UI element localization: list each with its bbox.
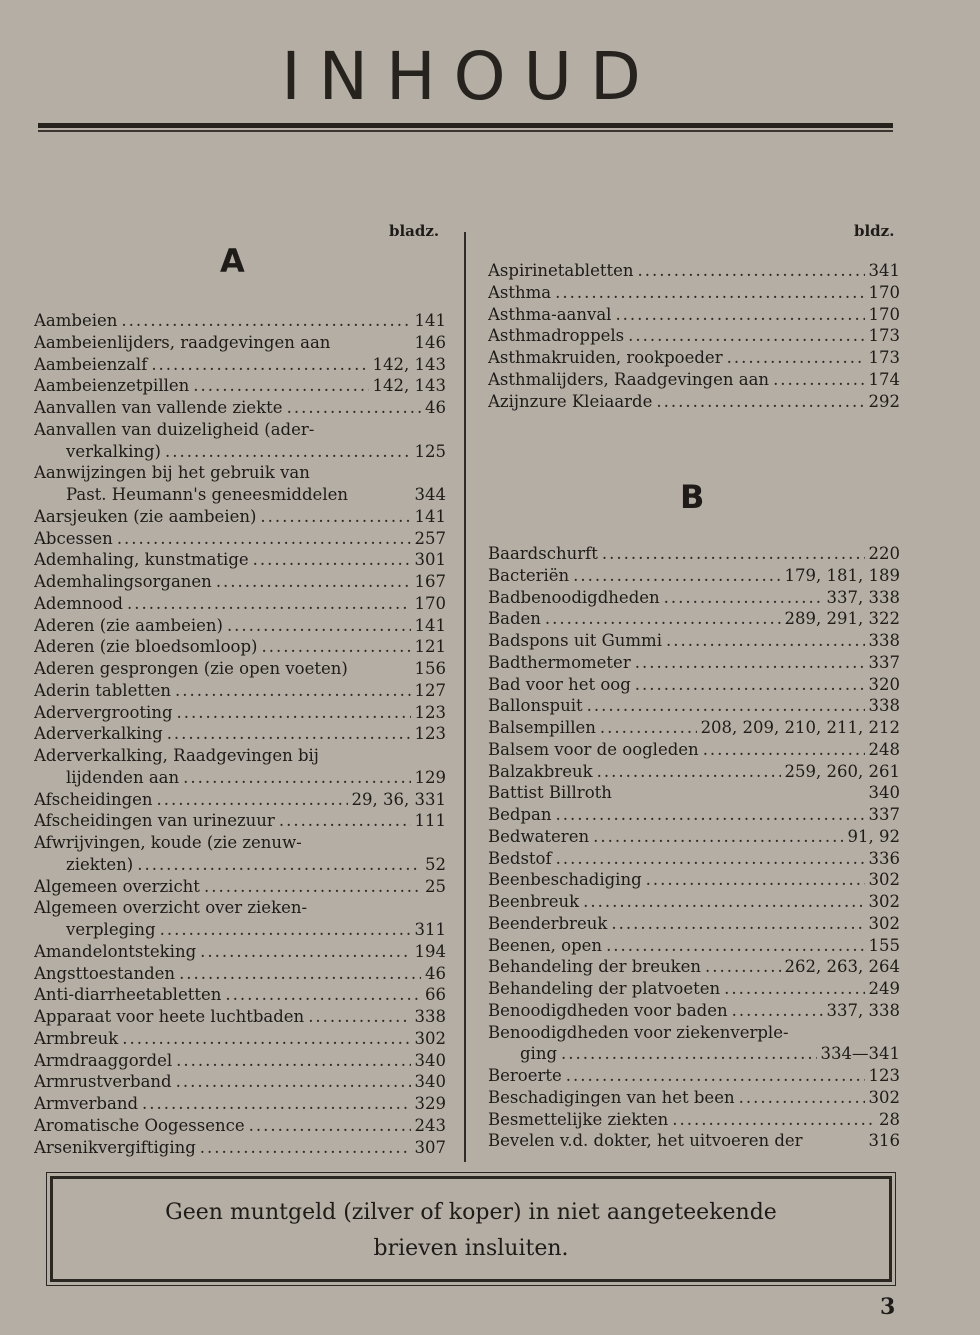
entry-term: Bedwateren: [488, 826, 590, 846]
entry-pages: 173: [868, 326, 900, 346]
dot-leader: [724, 978, 864, 1000]
section-letter-a: A: [220, 242, 245, 280]
entry-pages: 170: [414, 593, 446, 613]
entry-pages: 46: [425, 963, 446, 983]
index-entry: [488, 978, 900, 1000]
index-entry: [488, 695, 900, 717]
entry-pages: 179, 181, 189: [784, 565, 900, 585]
entry-pages: 344: [414, 485, 446, 504]
entry-term: Asthmalijders, Raadgevingen aan: [488, 369, 770, 389]
entry-term: Aanvallen van duizeligheid (ader-: [34, 419, 315, 439]
entry-pages: 338: [414, 1007, 446, 1026]
dot-leader: [287, 397, 421, 419]
index-entry: [488, 956, 900, 978]
entry-pages: 248: [868, 739, 900, 759]
dot-leader: [137, 854, 421, 876]
entry-term: Algemeen overzicht over zieken-: [34, 898, 308, 918]
entry-pages: 52: [425, 854, 446, 874]
entry-pages: 320: [868, 674, 900, 694]
index-entry: [34, 615, 446, 637]
dot-leader: [151, 354, 368, 376]
entry-pages: 25: [425, 876, 446, 896]
index-entry: [488, 391, 900, 413]
dot-leader: [672, 1109, 875, 1131]
entry-pages: 289, 291, 322: [784, 609, 900, 629]
page-number: 3: [880, 1294, 896, 1320]
dot-leader: [260, 506, 410, 528]
entry-term: Armrustverband: [34, 1072, 172, 1092]
index-entry: [488, 1022, 900, 1044]
entry-term: Ballonspuit: [488, 696, 583, 716]
dot-leader: [167, 723, 411, 745]
entry-term: ging: [520, 1044, 558, 1064]
entry-pages: 28: [879, 1109, 900, 1129]
dot-leader: [561, 1043, 816, 1065]
entry-pages: 302: [868, 913, 900, 933]
index-entry: [488, 782, 900, 804]
dot-leader: [142, 1093, 410, 1115]
entry-term: Afscheidingen: [34, 789, 153, 809]
entry-pages: 337: [868, 805, 900, 824]
index-list-a: [34, 310, 446, 1158]
entry-term: Aambeien: [34, 311, 118, 330]
index-entry: [488, 608, 900, 630]
entry-term: Past. Heumann's geneesmiddelen: [66, 485, 348, 504]
index-entry: [34, 767, 446, 789]
index-entry: [34, 484, 446, 506]
entry-term: Aderen (zie bloedsomloop): [34, 637, 258, 657]
entry-pages: 262, 263, 264: [784, 957, 900, 977]
entry-pages: 338: [868, 696, 900, 716]
entry-term: lijdenden aan: [66, 767, 180, 787]
index-entry: [34, 1115, 446, 1137]
dot-leader: [739, 1087, 865, 1109]
entry-term: Balsempillen: [488, 718, 596, 737]
entry-term: Asthmakruiden, rookpoeder: [488, 348, 723, 367]
dot-leader: [261, 636, 410, 658]
index-entry: [34, 1093, 446, 1115]
dot-leader: [606, 935, 864, 957]
entry-term: Aambeienzalf: [34, 354, 148, 374]
index-entry: [34, 636, 446, 658]
entry-pages: 111: [414, 811, 446, 831]
index-entry: [34, 375, 446, 397]
index-entry: [34, 963, 446, 985]
entry-term: Baden: [488, 609, 541, 629]
dot-leader: [175, 680, 410, 702]
entry-term: Armdraaggordel: [34, 1050, 173, 1070]
index-list-a-continued: [488, 260, 900, 412]
index-entry: [34, 876, 446, 898]
entry-term: Angsttoestanden: [34, 963, 176, 983]
dot-leader: [200, 941, 410, 963]
dot-leader: [122, 1028, 410, 1050]
dot-leader: [705, 956, 781, 978]
index-entry: [488, 891, 900, 913]
dot-leader: [556, 848, 865, 870]
dot-leader: [127, 593, 411, 615]
entry-term: Bad voor het oog: [488, 674, 631, 694]
dot-leader: [646, 869, 865, 891]
index-entry: [34, 397, 446, 419]
dot-leader: [157, 789, 348, 811]
entry-term: Aderverkalking, Raadgevingen bij: [34, 746, 319, 765]
index-entry: [34, 723, 446, 745]
index-entry: [34, 310, 446, 332]
dot-leader: [732, 1000, 823, 1022]
index-entry: [488, 913, 900, 935]
index-entry: [34, 702, 446, 724]
entry-term: Badspons uit Gummi: [488, 631, 662, 650]
index-entry: [34, 789, 446, 811]
index-entry: [488, 1043, 900, 1065]
dot-leader: [204, 876, 421, 898]
index-entry: [34, 354, 446, 376]
index-entry: [488, 1000, 900, 1022]
dot-leader: [566, 1065, 865, 1087]
index-entry: [488, 282, 900, 304]
index-entry: [488, 565, 900, 587]
entry-pages: 66: [425, 985, 446, 1005]
entry-term: Amandelontsteking: [34, 941, 197, 961]
entry-pages: 170: [868, 304, 900, 324]
entry-term: Asthma-aanval: [488, 304, 612, 324]
index-entry: [488, 848, 900, 870]
entry-term: Aspirinetabletten: [488, 261, 634, 280]
entry-pages: 155: [868, 935, 900, 955]
entry-term: Armverband: [34, 1094, 139, 1113]
entry-pages: 334—341: [820, 1044, 900, 1064]
entry-pages: 46: [425, 398, 446, 417]
dot-leader: [179, 963, 421, 985]
index-entry: [488, 630, 900, 652]
entry-term: Bedstof: [488, 848, 552, 868]
index-entry: [488, 935, 900, 957]
index-entry: [34, 441, 446, 463]
dot-leader: [583, 891, 864, 913]
entry-pages: 341: [868, 261, 900, 280]
dot-leader: [638, 260, 865, 282]
dot-leader: [703, 739, 865, 761]
entry-term: Baardschurft: [488, 544, 598, 563]
entry-term: Behandeling der breuken: [488, 957, 701, 977]
entry-pages: 121: [414, 637, 446, 657]
index-entry: [488, 1130, 900, 1152]
entry-pages: 174: [868, 369, 900, 389]
entry-term: Asthmadroppels: [488, 326, 625, 346]
entry-term: Aambeienlijders, raadgevingen aan: [34, 332, 331, 352]
index-entry: [488, 717, 900, 739]
dot-leader: [628, 325, 864, 347]
entry-pages: 29, 36, 331: [351, 789, 446, 809]
entry-term: Benoodigdheden voor ziekenverple-: [488, 1022, 789, 1042]
index-entry: [488, 869, 900, 891]
dot-leader: [597, 761, 781, 783]
dot-leader: [193, 375, 368, 397]
dot-leader: [308, 1006, 410, 1028]
entry-term: Beenbeschadiging: [488, 870, 642, 890]
entry-term: Aderen gesprongen (zie open voeten): [34, 659, 348, 678]
entry-term: Abcessen: [34, 528, 113, 548]
dot-leader: [176, 1050, 410, 1072]
dot-leader: [253, 549, 411, 571]
entry-pages: 141: [414, 615, 446, 635]
entry-term: Aambeienzetpillen: [34, 376, 190, 396]
entry-pages: 249: [868, 979, 900, 998]
index-entry: [34, 1006, 446, 1028]
entry-pages: 156: [414, 659, 446, 678]
entry-term: Beenen, open: [488, 935, 603, 955]
index-entry: [488, 739, 900, 761]
index-entry: [34, 919, 446, 941]
entry-term: Beenderbreuk: [488, 913, 608, 933]
title-rule-thick: [38, 123, 893, 128]
index-entry: [488, 652, 900, 674]
dot-leader: [176, 1071, 411, 1093]
dot-leader: [183, 767, 410, 789]
index-entry: [34, 1050, 446, 1072]
index-entry: [34, 832, 446, 854]
dot-leader: [555, 282, 864, 304]
entry-pages: 146: [414, 332, 446, 352]
entry-pages: 340: [414, 1072, 446, 1092]
page-title: INHOUD: [281, 38, 659, 115]
entry-pages: 173: [868, 348, 900, 367]
entry-pages: 316: [868, 1131, 900, 1151]
entry-term: Benoodigdheden voor baden: [488, 1000, 728, 1020]
entry-pages: 194: [414, 941, 446, 961]
dot-leader: [121, 310, 410, 332]
dot-leader: [177, 702, 411, 724]
entry-term: Beschadigingen van het been: [488, 1087, 735, 1107]
index-entry: [488, 804, 900, 826]
entry-pages: 170: [868, 282, 900, 302]
index-entry: [34, 854, 446, 876]
dot-leader: [615, 304, 864, 326]
entry-term: Balzakbreuk: [488, 761, 593, 781]
entry-term: Apparaat voor heete luchtbaden: [34, 1007, 305, 1026]
index-entry: [488, 260, 900, 282]
index-entry: [488, 1109, 900, 1131]
entry-term: Badbenoodigdheden: [488, 587, 660, 607]
entry-pages: 243: [414, 1115, 446, 1135]
entry-pages: 292: [868, 391, 900, 411]
entry-pages: 329: [414, 1094, 446, 1113]
entry-pages: 336: [868, 848, 900, 868]
index-entry: [34, 1028, 446, 1050]
index-entry: [34, 897, 446, 919]
notice-line-2: brieven insluiten.: [373, 1236, 569, 1261]
dot-leader: [656, 391, 864, 413]
column-divider: [464, 232, 466, 1162]
index-entry: [488, 369, 900, 391]
index-entry: [34, 506, 446, 528]
dot-leader: [279, 810, 411, 832]
dot-leader: [227, 615, 411, 637]
entry-term: Aderin tabletten: [34, 680, 172, 700]
entry-pages: 123: [414, 702, 446, 722]
dot-leader: [773, 369, 864, 391]
entry-pages: 220: [868, 544, 900, 563]
entry-term: Adervergrooting: [34, 702, 173, 722]
entry-pages: 340: [414, 1050, 446, 1070]
entry-pages: 127: [414, 680, 446, 700]
entry-term: Anti-diarrheetabletten: [34, 985, 222, 1005]
entry-term: Azijnzure Kleiaarde: [488, 391, 653, 411]
entry-term: Battist Billroth: [488, 783, 612, 803]
entry-pages: 337, 338: [826, 587, 900, 607]
entry-pages: 302: [414, 1028, 446, 1048]
entry-term: Afscheidingen van urinezuur: [34, 811, 275, 831]
index-entry: [488, 1065, 900, 1087]
entry-term: Bacteriën: [488, 565, 570, 585]
index-entry: [34, 941, 446, 963]
index-entry: [488, 1087, 900, 1109]
entry-pages: 125: [414, 441, 446, 461]
entry-pages: 167: [414, 572, 446, 591]
index-entry: [34, 745, 446, 767]
index-entry: [488, 761, 900, 783]
dot-leader: [635, 674, 865, 696]
entry-term: Aanvallen van vallende ziekte: [34, 398, 283, 417]
index-entry: [488, 347, 900, 369]
dot-leader: [117, 528, 411, 550]
entry-pages: 302: [868, 892, 900, 911]
dot-leader: [611, 913, 864, 935]
entry-term: Balsem voor de oogleden: [488, 739, 699, 759]
index-entry: [488, 325, 900, 347]
index-entry: [488, 304, 900, 326]
entry-pages: 311: [414, 920, 446, 939]
entry-term: Asthma: [488, 282, 552, 302]
entry-term: Armbreuk: [34, 1028, 119, 1048]
dot-leader: [545, 608, 781, 630]
entry-term: Ademhalingsorganen: [34, 572, 212, 591]
entry-pages: 123: [868, 1066, 900, 1085]
entry-term: Behandeling der platvoeten: [488, 979, 721, 998]
entry-term: Aderverkalking: [34, 724, 163, 744]
index-entry: [34, 810, 446, 832]
entry-pages: 142, 143: [372, 376, 446, 396]
entry-pages: 91, 92: [847, 826, 900, 846]
index-entry: [34, 680, 446, 702]
entry-term: verpleging: [66, 920, 156, 939]
entry-pages: 307: [414, 1137, 446, 1157]
entry-term: Bedpan: [488, 805, 552, 824]
entry-pages: 208, 209, 210, 211, 212: [700, 718, 900, 737]
entry-pages: 257: [414, 528, 446, 548]
dot-leader: [555, 804, 864, 826]
entry-pages: 302: [868, 1087, 900, 1107]
entry-pages: 337: [868, 652, 900, 672]
dot-leader: [600, 717, 697, 739]
dot-leader: [249, 1115, 411, 1137]
index-entry: [34, 571, 446, 593]
entry-term: Bevelen v.d. dokter, het uitvoeren der: [488, 1131, 803, 1151]
dot-leader: [165, 441, 411, 463]
page-column-header: bldz.: [854, 222, 895, 240]
title-rule-thin: [38, 130, 893, 132]
dot-leader: [160, 919, 411, 941]
entry-pages: 141: [414, 311, 446, 330]
entry-pages: 259, 260, 261: [784, 761, 900, 781]
dot-leader: [602, 543, 865, 565]
entry-pages: 141: [414, 506, 446, 526]
index-entry: [488, 674, 900, 696]
index-entry: [34, 528, 446, 550]
index-entry: [34, 419, 446, 441]
entry-term: Arsenikvergiftiging: [34, 1137, 196, 1157]
entry-term: Ademhaling, kunstmatige: [34, 550, 249, 570]
index-entry: [34, 1137, 446, 1159]
entry-term: ziekten): [66, 854, 134, 874]
entry-term: Aanwijzingen bij het gebruik van: [34, 463, 310, 483]
index-entry: [34, 593, 446, 615]
entry-term: Besmettelijke ziekten: [488, 1109, 669, 1129]
dot-leader: [635, 652, 865, 674]
entry-pages: 301: [414, 550, 446, 570]
entry-pages: 302: [868, 870, 900, 890]
entry-term: Aarsjeuken (zie aambeien): [34, 506, 257, 526]
index-entry: [34, 658, 446, 680]
index-entry: [488, 587, 900, 609]
entry-term: verkalking): [66, 441, 161, 461]
entry-pages: 123: [414, 724, 446, 744]
dot-leader: [593, 826, 843, 848]
index-entry: [34, 1071, 446, 1093]
index-list-b: [488, 543, 900, 1152]
notice-box: [50, 1176, 892, 1282]
entry-pages: 337, 338: [826, 1000, 900, 1020]
index-entry: [34, 984, 446, 1006]
dot-leader: [727, 347, 865, 369]
dot-leader: [200, 1137, 411, 1159]
entry-term: Algemeen overzicht: [34, 876, 200, 896]
entry-pages: 340: [868, 783, 900, 803]
entry-pages: 142, 143: [372, 354, 446, 374]
index-entry: [34, 462, 446, 484]
entry-term: Badthermometer: [488, 652, 631, 672]
entry-term: Aderen (zie aambeien): [34, 615, 223, 635]
entry-term: Beroerte: [488, 1066, 562, 1085]
dot-leader: [587, 695, 865, 717]
entry-pages: 129: [414, 767, 446, 787]
index-entry: [488, 826, 900, 848]
section-letter-b: B: [680, 478, 705, 516]
entry-term: Ademnood: [34, 593, 123, 613]
entry-term: Aromatische Oogessence: [34, 1115, 245, 1135]
dot-leader: [573, 565, 780, 587]
entry-term: Afwrijvingen, koude (zie zenuw-: [34, 833, 302, 852]
dot-leader: [664, 587, 823, 609]
page-column-header: bladz.: [389, 222, 440, 240]
index-entry: [34, 549, 446, 571]
notice-line-1: Geen muntgeld (zilver of koper) in niet aangeteekende: [165, 1200, 777, 1225]
entry-pages: 338: [868, 631, 900, 650]
dot-leader: [216, 571, 411, 593]
index-entry: [34, 332, 446, 354]
index-entry: [488, 543, 900, 565]
dot-leader: [225, 984, 421, 1006]
entry-term: Beenbreuk: [488, 892, 580, 911]
dot-leader: [666, 630, 865, 652]
